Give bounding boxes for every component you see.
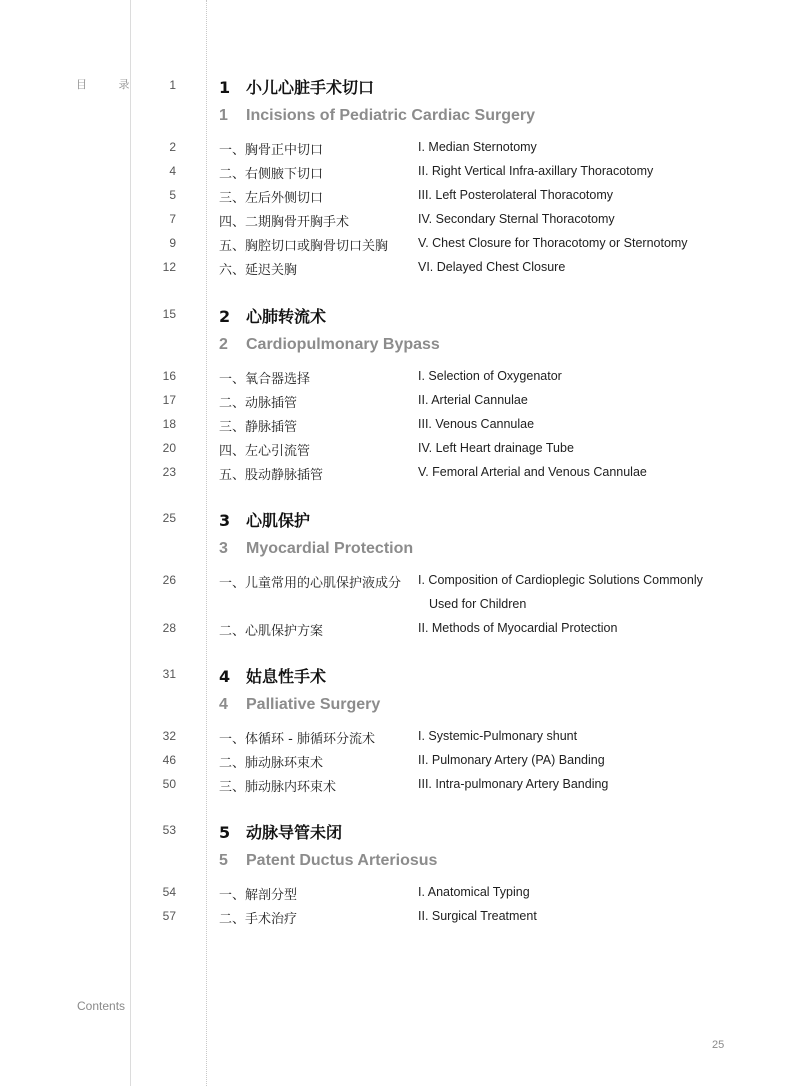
chapter-page: 31 — [162, 667, 176, 681]
section-title-en[interactable]: I. Composition of Cardioplegic Solutions Commonly — [418, 573, 703, 587]
chapter-number: 3 — [219, 511, 231, 530]
chapter-title-en[interactable] — [219, 852, 437, 870]
chapter-number: 2 — [219, 336, 228, 353]
section-page: 7 — [169, 212, 176, 226]
section-page: 2 — [169, 140, 176, 154]
chapter-number: 2 — [219, 307, 231, 326]
chapter-number: 5 — [219, 852, 228, 869]
column-rule — [206, 0, 207, 1086]
chapter-title-cn-text: 小儿心脏手术切口 — [246, 78, 375, 97]
section-title-cn[interactable]: 二、肺动脉环束术 — [219, 756, 324, 771]
section-title-en[interactable]: II. Right Vertical Infra-axillary Thoracotomy — [418, 164, 654, 178]
section-title-cn[interactable]: 一、体循环 - 肺循环分流术 — [219, 732, 375, 747]
chapter-title-cn-text: 姑息性手术 — [246, 667, 327, 686]
section-title-cn[interactable]: 一、儿童常用的心肌保护液成分 — [219, 576, 402, 591]
chapter-title-cn-text: 心肌保护 — [246, 511, 311, 530]
chapter-title-en[interactable] — [219, 336, 440, 354]
section-title-en[interactable]: II. Arterial Cannulae — [418, 393, 528, 407]
chapter-title-en-text: Myocardial Protection — [246, 540, 414, 557]
section-title-cn[interactable]: 一、胸骨正中切口 — [219, 143, 324, 158]
chapter-title-cn-text: 动脉导管未闭 — [246, 823, 343, 842]
section-title-en[interactable]: I. Anatomical Typing — [418, 885, 530, 899]
chapter-number: 4 — [219, 667, 231, 686]
section-title-en[interactable]: III. Intra-pulmonary Artery Banding — [418, 777, 609, 791]
section-title-en[interactable]: III. Venous Cannulae — [418, 417, 535, 431]
page-number: 25 — [712, 1039, 725, 1051]
chapter-number: 1 — [219, 107, 228, 124]
chapter-title-cn[interactable] — [219, 304, 326, 327]
section-title-cn[interactable]: 五、胸腔切口或胸骨切口关胸 — [219, 239, 389, 254]
section-title-en[interactable]: I. Systemic-Pulmonary shunt — [418, 729, 578, 743]
chapter-title-en-text: Incisions of Pediatric Cardiac Surgery — [246, 107, 535, 124]
section-page: 23 — [162, 465, 176, 479]
section-page: 9 — [169, 236, 176, 250]
chapter-title-en-text: Patent Ductus Arteriosus — [246, 852, 438, 869]
chapter-title-cn[interactable] — [219, 75, 374, 98]
chapter-title-en[interactable] — [219, 107, 535, 125]
section-title-cn[interactable]: 六、延迟关胸 — [219, 263, 298, 278]
chapter-title-cn-text: 心肺转流术 — [246, 307, 327, 326]
section-page: 54 — [162, 885, 176, 899]
chapter-title-cn[interactable] — [219, 820, 342, 843]
margin-rule — [130, 0, 131, 1086]
chapter-title-cn[interactable] — [219, 664, 326, 687]
chapter-title-en[interactable] — [219, 696, 380, 714]
chapter-page: 15 — [162, 307, 176, 321]
chapter-number: 4 — [219, 696, 228, 713]
chapter-page: 1 — [169, 78, 176, 92]
section-title-cn[interactable]: 二、动脉插管 — [219, 396, 298, 411]
chapter-number: 3 — [219, 540, 228, 557]
chapter-page: 25 — [162, 511, 176, 525]
section-title-en[interactable]: II. Surgical Treatment — [418, 909, 537, 923]
section-title-cn[interactable]: 二、心肌保护方案 — [219, 624, 324, 639]
section-title-en[interactable]: II. Pulmonary Artery (PA) Banding — [418, 753, 605, 767]
sidebar-toc-label: 目 录 — [76, 78, 144, 91]
section-page: 26 — [162, 573, 176, 587]
section-title-cn[interactable]: 二、右侧腋下切口 — [219, 167, 324, 182]
chapter-page: 53 — [162, 823, 176, 837]
chapter-title-en[interactable] — [219, 540, 413, 558]
section-page: 46 — [162, 753, 176, 767]
section-title-cn[interactable]: 二、手术治疗 — [219, 912, 298, 927]
section-title-cn[interactable]: 三、静脉插管 — [219, 420, 298, 435]
section-page: 17 — [162, 393, 176, 407]
section-title-cn[interactable]: 四、左心引流管 — [219, 444, 311, 459]
section-page: 5 — [169, 188, 176, 202]
section-title-en[interactable]: V. Femoral Arterial and Venous Cannulae — [418, 465, 647, 479]
chapter-title-cn[interactable] — [219, 508, 310, 531]
section-title-en[interactable]: I. Selection of Oxygenator — [418, 369, 562, 383]
sidebar-contents-label: Contents — [77, 999, 126, 1013]
section-title-en[interactable]: VI. Delayed Chest Closure — [418, 260, 566, 274]
section-title-en[interactable]: I. Median Sternotomy — [418, 140, 537, 154]
section-title-cn[interactable]: 五、股动静脉插管 — [219, 468, 324, 483]
section-page: 28 — [162, 621, 176, 635]
section-title-cn[interactable]: 一、解剖分型 — [219, 888, 298, 903]
section-title-en[interactable]: V. Chest Closure for Thoracotomy or Sternotomy — [418, 236, 688, 250]
section-title-en[interactable]: III. Left Posterolateral Thoracotomy — [418, 188, 614, 202]
section-title-cn[interactable]: 三、肺动脉内环束术 — [219, 780, 337, 795]
section-title-cn[interactable]: 四、二期胸骨开胸手术 — [219, 215, 350, 230]
section-title-cn[interactable]: 一、氧合器选择 — [219, 372, 311, 387]
section-page: 32 — [162, 729, 176, 743]
section-title-en[interactable]: II. Methods of Myocardial Protection — [418, 621, 618, 635]
section-page: 18 — [162, 417, 176, 431]
chapter-title-en-text: Cardiopulmonary Bypass — [246, 336, 440, 353]
section-title-en[interactable]: IV. Secondary Sternal Thoracotomy — [418, 212, 615, 226]
section-page: 57 — [162, 909, 176, 923]
section-page: 12 — [162, 260, 176, 274]
section-page: 50 — [162, 777, 176, 791]
section-title-en-continued[interactable]: Used for Children — [429, 597, 527, 611]
section-page: 20 — [162, 441, 176, 455]
section-title-en[interactable]: IV. Left Heart drainage Tube — [418, 441, 574, 455]
section-title-cn[interactable]: 三、左后外侧切口 — [219, 191, 324, 206]
section-page: 4 — [169, 164, 176, 178]
chapter-number: 1 — [219, 78, 231, 97]
chapter-title-en-text: Palliative Surgery — [246, 696, 381, 713]
section-page: 16 — [162, 369, 176, 383]
chapter-number: 5 — [219, 823, 231, 842]
